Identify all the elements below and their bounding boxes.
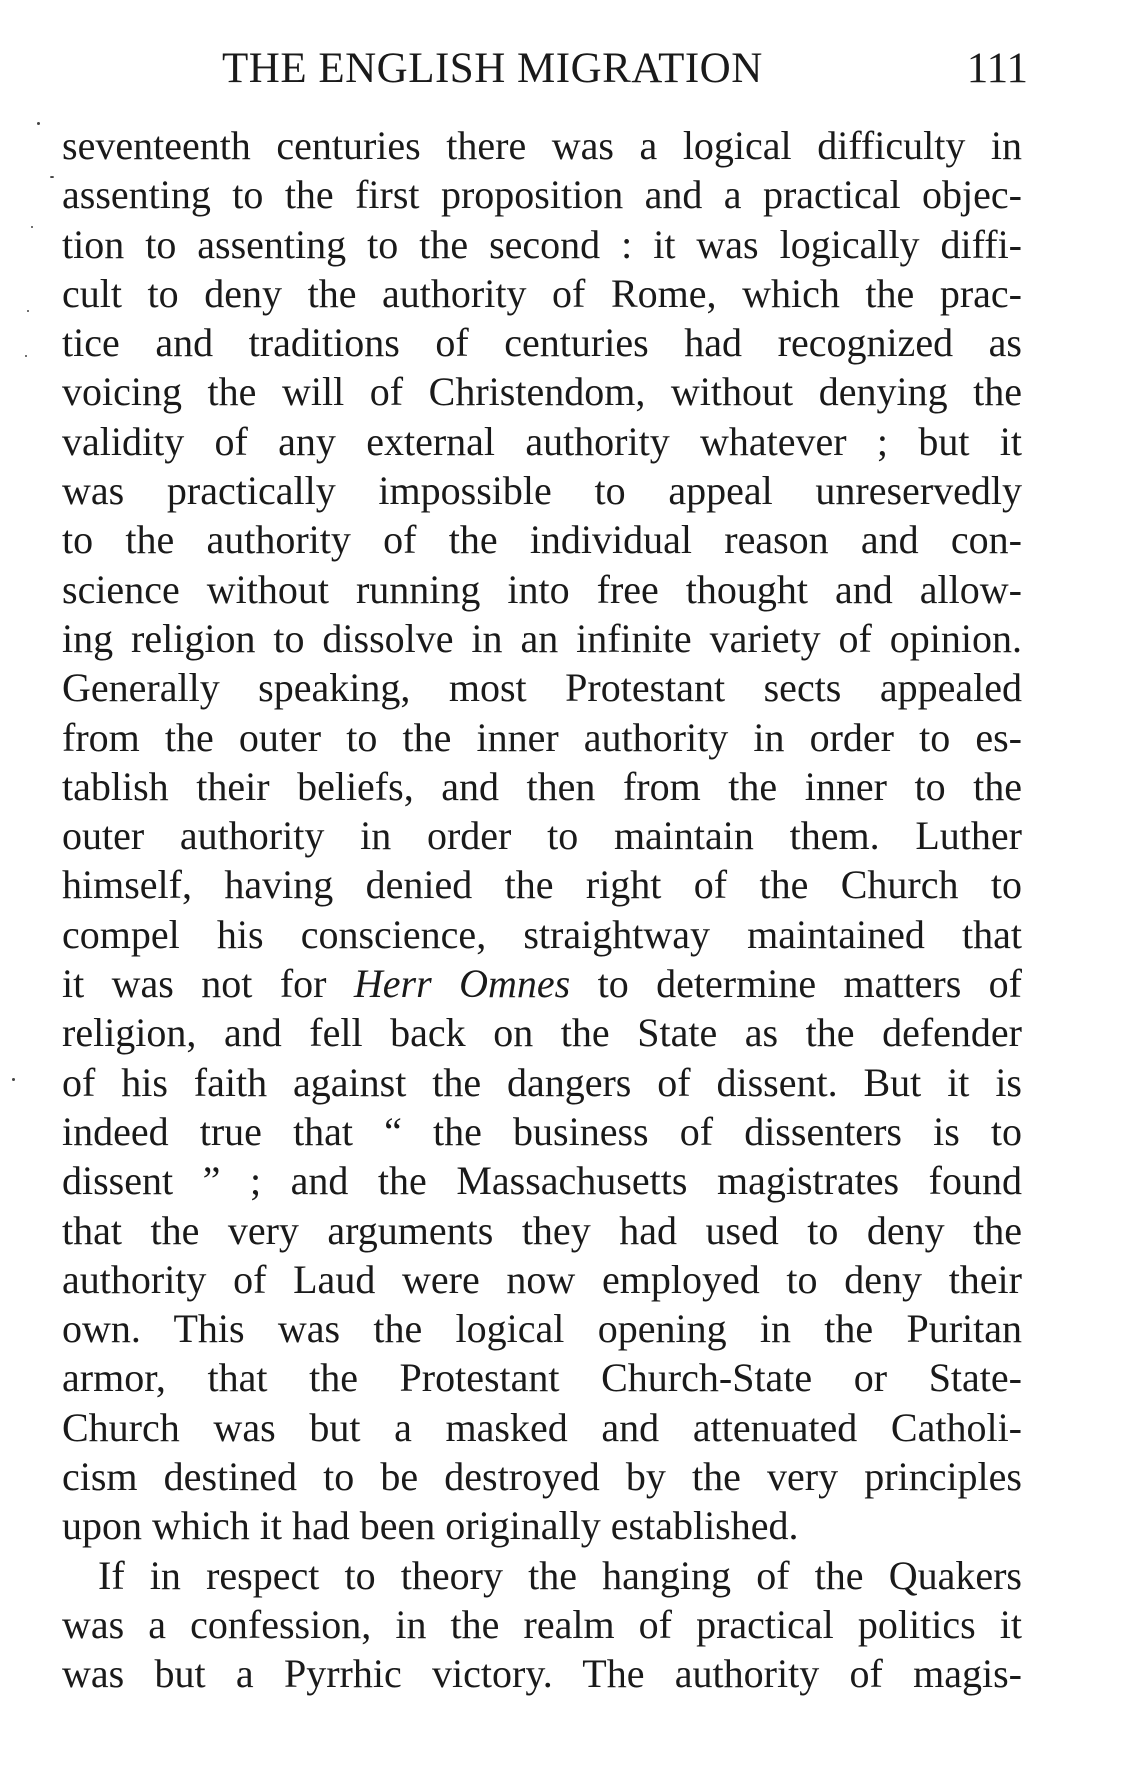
text-line: was practically impossible to appeal unreservedly <box>62 468 1022 514</box>
text-line: Generally speaking, most Protestant sects appealed <box>62 665 1022 711</box>
book-page <box>62 0 1028 1766</box>
text-line: ing religion to dissolve in an infinite variety of opinion. <box>62 615 1022 661</box>
text-line: compel his conscience, straightway maintained that <box>62 911 1022 957</box>
scan-speck <box>50 176 54 178</box>
text-fragment: to determine matters of <box>570 961 1023 1007</box>
text-line: science without running into free thought and allow- <box>62 566 1022 612</box>
text-line: himself, having denied the right of the Church to <box>62 862 1022 908</box>
text-line: armor, that the Protestant Church-State or State- <box>62 1355 1022 1401</box>
text-line: voicing the will of Christendom, without denying the <box>62 369 1022 415</box>
paragraph-1 <box>62 121 1022 1551</box>
paragraph-2 <box>62 1551 1022 1699</box>
page-number: 111 <box>966 45 1028 92</box>
scan-speck <box>31 226 33 228</box>
text-line: to the authority of the individual reason and con- <box>62 517 1022 563</box>
text-fragment: it was not for <box>62 961 354 1007</box>
running-head <box>62 44 1028 94</box>
text-line: dissent ” ; and the Massachusetts magistrates found <box>62 1158 1022 1204</box>
text-line: assenting to the first proposition and a practical objec- <box>62 172 1022 218</box>
text-line: from the outer to the inner authority in order to es- <box>62 714 1022 760</box>
text-line: religion, and fell back on the State as the defender <box>62 1010 1022 1056</box>
text-line: seventeenth centuries there was a logical difficulty in <box>62 123 1022 168</box>
scan-speck <box>27 310 29 312</box>
text-line: authority of Laud were now employed to deny their <box>62 1256 1022 1302</box>
text-line: indeed true that “ the business of dissenters is to <box>62 1108 1022 1154</box>
scan-speck <box>25 355 27 357</box>
text-line: that the very arguments they had used to deny the <box>62 1207 1022 1253</box>
text-line: cult to deny the authority of Rome, which the prac- <box>62 270 1022 316</box>
text-line: was a confession, in the realm of practical politics it <box>62 1601 1022 1647</box>
body-text <box>62 121 1022 1699</box>
text-line: was but a Pyrrhic victory. The authority of magis- <box>62 1651 1022 1697</box>
scan-speck <box>12 1078 15 1081</box>
italic-phrase: Herr Omnes <box>353 961 571 1007</box>
text-line: Church was but a masked and attenuated Catholi- <box>62 1404 1022 1450</box>
text-line: tice and traditions of centuries had recognized as <box>62 320 1022 366</box>
text-line: tablish their beliefs, and then from the inner to the <box>62 763 1022 809</box>
text-line: If in respect to theory the hanging of the Quakers <box>98 1552 1022 1598</box>
text-line: own. This was the logical opening in the Puritan <box>62 1306 1022 1352</box>
text-line: tion to assenting to the second : it was logically diffi- <box>62 221 1022 267</box>
text-line: of his faith against the dangers of dissent. But it is <box>62 1059 1022 1105</box>
text-line-with-italic <box>62 959 1022 1008</box>
text-line: outer authority in order to maintain them. Luther <box>62 813 1022 859</box>
text-line: validity of any external authority whatever ; but it <box>62 418 1022 464</box>
text-line: upon which it had been originally established. <box>62 1503 799 1549</box>
running-title: THE ENGLISH MIGRATION <box>222 45 763 92</box>
text-line: cism destined to be destroyed by the very principles <box>62 1454 1022 1500</box>
scan-speck <box>37 122 40 125</box>
